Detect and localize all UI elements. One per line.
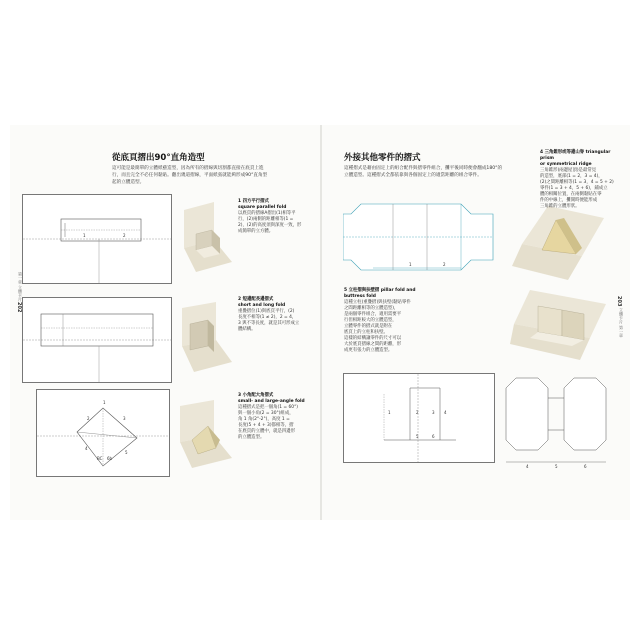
step-heading: 5 立柱摺與扶壁摺 pillar fold and	[344, 288, 416, 293]
photo-pillar-and-buttress-fold	[510, 290, 610, 360]
diagram-label: 4	[526, 464, 529, 469]
step-line: 3 與不等長度，就是其可形成立	[238, 321, 300, 326]
step-line: 體的相關位置，在兩側黏貼在零	[540, 192, 602, 197]
left-title: 從底頁摺出90°直角造型	[112, 153, 205, 163]
diagram-label: 2	[416, 410, 419, 415]
diagram-label: 3	[432, 410, 435, 415]
step-english: square parallel fold	[238, 205, 287, 210]
step-line: 長度(5 + 4 + 3)都相等，摺	[238, 423, 294, 428]
step-2-text	[238, 297, 320, 333]
right-running-head: 立體卡片 第一章	[619, 308, 624, 338]
step-line: 的造型，底部(1 = 2，3 = 4)，	[540, 174, 603, 179]
step-1-text	[238, 199, 320, 235]
diagram-label: 5	[555, 464, 558, 469]
photo-square-parallel-fold	[174, 200, 234, 272]
step-line: 在底頁的立體中，就是四邊形	[238, 429, 296, 434]
diagram-label: 1	[103, 400, 106, 405]
diagram-label: 4	[85, 446, 88, 451]
gutter	[320, 125, 322, 520]
step-line: (2)之間距離相等(1 = 3，4 = 5 + 2)	[540, 180, 614, 185]
step-line: 是兩個零件組合，適用需要平	[344, 312, 402, 317]
step-4-text	[540, 150, 620, 210]
step-line: 以底頁的摺線A摺出(1)相等平	[238, 211, 296, 216]
step-line: 立體零件的摺式就是附在	[344, 324, 393, 329]
step-line: 底頁上的立柱和扶壁。	[344, 330, 388, 335]
diagram-label: 2	[123, 233, 126, 238]
step-line: 與一個小角(2 = 30°)組成，	[238, 411, 294, 416]
step-english: short and long fold	[238, 303, 286, 308]
step-heading: 4 三角錐形或等邊山脊 triangular prism	[540, 150, 611, 161]
photo-triangular-prism	[512, 204, 604, 280]
diagram-triangular-prism	[343, 196, 495, 278]
photo-small-and-large-angle-fold	[174, 400, 234, 468]
step-line: 2)，(2)的高度須與深度一致，形	[238, 223, 302, 228]
right-intro	[344, 165, 529, 179]
diagram-label: 1	[388, 410, 391, 415]
intro-line: 這種摺式是藉由固定上的組合配件與摺零件組合，攤平後同時便會翻成180°的	[344, 166, 503, 171]
step-line: 這樣的結構讓零件的尺寸可以	[344, 336, 402, 341]
step-heading: 2 短邊配長邊摺式	[238, 297, 274, 302]
step-line: 三角錐形(兩邊屋頂)是最常見	[540, 168, 597, 173]
photo-short-and-long-fold	[174, 302, 234, 372]
step-line: 角 1 角(2°-2°)，高度 1 =	[238, 417, 290, 422]
left-page-number: 202	[16, 302, 22, 313]
step-line: 體結構。	[238, 327, 256, 332]
diagram-pillar-component-net	[500, 368, 612, 472]
right-title: 外接其他零件的摺式	[344, 153, 421, 163]
step-heading: 3 小角配大角摺式	[238, 393, 274, 398]
step-line: 這種摺式是把一個角(1 = 60°)	[238, 405, 298, 410]
step-line: 零件(1 = 3 + 4，5 + 6)，鋪成立	[540, 186, 608, 191]
step-english: or symmetrical ridge	[540, 162, 592, 167]
diagram-label: 3	[123, 416, 126, 421]
step-line: 這種立柱(重疊摺)與扶壁(黏貼零件	[344, 300, 411, 305]
diagram-label: 5	[416, 434, 419, 439]
step-line: 三角錐的立體形狀。	[540, 204, 580, 209]
left-intro	[112, 165, 312, 186]
intro-line: 這可能是最簡單的立體紙藝造型，因為所有的摺線與切割都直接在底頁上進	[112, 166, 264, 171]
step-line: 長度不相等(1 ≠ 2)，2 = 4，	[238, 315, 297, 320]
diagram-label: 1	[409, 262, 412, 267]
left-running-head: 第一章 立體卡片	[18, 272, 23, 302]
diagram-small-and-large-angle-fold	[36, 389, 170, 477]
step-heading: 1 四方平行摺式	[238, 199, 269, 204]
diagram-pillar-and-buttress-fold	[343, 373, 495, 463]
diagram-label: 6	[432, 434, 435, 439]
step-3-text	[238, 393, 320, 441]
diagram-label: 6b	[107, 456, 113, 461]
step-line: 件的中線上，攤開時便能形成	[540, 198, 598, 203]
intro-line: 立體造型。這種摺式全都依靠與各個固定上的適當距離的組合零件。	[344, 173, 482, 178]
intro-line: 行，而且完全不必任何黏貼。翻出幾道摺線，平面紙張就能夠形成90°直角型	[112, 173, 268, 178]
diagram-label: 6	[584, 464, 587, 469]
step-line: 行，(2)兩側的距離相等(1 =	[238, 217, 294, 222]
step-line: 大於底頁摺線之間的距離，形	[344, 342, 402, 347]
step-5-text	[344, 288, 436, 354]
diagram-square-parallel-fold	[22, 194, 172, 284]
diagram-label: 5	[125, 450, 128, 455]
step-line: 行但相距較大的立體造型，	[344, 318, 397, 323]
right-page-number: 203	[616, 296, 622, 307]
step-english: buttress fold	[344, 294, 376, 299]
diagram-label: 4	[444, 410, 447, 415]
diagram-label: BC	[97, 456, 103, 461]
diagram-label: 1	[83, 233, 86, 238]
diagram-label: 2	[443, 262, 446, 267]
step-line: 成簡單的立方體。	[238, 229, 274, 234]
step-line: 成更有張力的立體造型。	[344, 348, 393, 353]
step-line: 之間距離相等的立體造型)，	[344, 306, 399, 311]
step-line: 的立體造型。	[238, 435, 265, 440]
diagram-label: 2	[87, 416, 90, 421]
step-english: small- and large-angle fold	[238, 399, 305, 404]
diagram-short-and-long-fold	[22, 297, 172, 383]
step-line: 重疊摺位(1)與底頁平行，(2)	[238, 309, 295, 314]
intro-line: 起的立體造型。	[112, 180, 145, 185]
